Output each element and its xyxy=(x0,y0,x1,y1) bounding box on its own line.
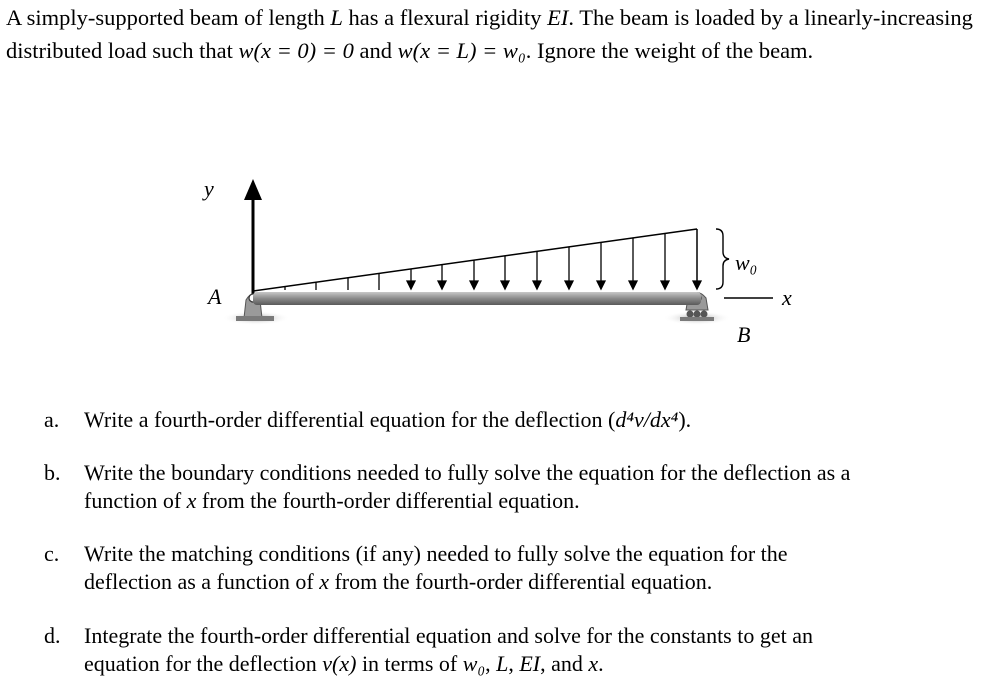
question-c-line-2a: deflection as a function of xyxy=(84,569,320,594)
point-A-label: A xyxy=(208,284,222,309)
question-d-label: d. xyxy=(44,623,61,648)
var-EI: EI xyxy=(547,5,569,30)
fourth-derivative: d⁴v/dx⁴ xyxy=(615,407,679,432)
question-c-label: c. xyxy=(44,541,60,566)
question-b-label: b. xyxy=(44,460,61,485)
beam xyxy=(253,292,701,305)
question-b-line-2a: function of xyxy=(84,488,187,513)
separator: , xyxy=(485,651,497,676)
intro-text-4: and xyxy=(353,37,398,63)
question-d-line-2a: equation for the deflection xyxy=(84,651,323,676)
question-b-line-2b: from the fourth-order differential equation. xyxy=(196,488,580,513)
question-d-end: . xyxy=(598,651,604,676)
var-v-of-x: v(x) xyxy=(322,651,357,676)
intro-text-5: . Ignore the weight of the beam. xyxy=(525,37,814,63)
question-a-text: Write a fourth-order differential equation for the deflection ( xyxy=(84,407,616,432)
load-condition-start: w(x = 0) = 0 xyxy=(238,37,354,63)
question-a-end: ). xyxy=(678,407,692,432)
load-condition-end: w(x = L) = w₀ xyxy=(397,37,526,63)
question-d-line-1: Integrate the fourth-order differential equation and solve for the constants to get an xyxy=(84,623,813,648)
var-x: x xyxy=(588,651,599,676)
y-axis-label: y xyxy=(204,176,214,201)
x-axis-label: x xyxy=(782,285,792,310)
var-x: x xyxy=(319,569,329,594)
intro-text-3: . The beam is loaded by a linearly-increasing distributed load such that xyxy=(6,5,973,63)
load-arrows xyxy=(285,233,701,290)
var-x: x xyxy=(186,488,197,513)
question-b-line-1: Write the boundary conditions needed to fully solve the equation for the deflection as a xyxy=(84,460,851,485)
question-a-label: a. xyxy=(44,407,60,432)
point-B-label: B xyxy=(737,322,751,347)
intro-text-2: has a flexural rigidity xyxy=(342,5,548,30)
question-d-line-2b: in terms of xyxy=(356,651,463,676)
var-L: L xyxy=(496,651,509,676)
question-c-line-2b: from the fourth-order differential equation. xyxy=(328,569,713,594)
var-w0: w₀ xyxy=(462,651,486,676)
w0-label: w₀ xyxy=(735,250,758,275)
question-d-line-2c: , and xyxy=(540,651,589,676)
question-c-line-1: Write the matching conditions (if any) needed to fully solve the equation for the xyxy=(84,541,788,566)
intro-text-1: A simply-supported beam of length xyxy=(6,5,331,30)
y-axis xyxy=(244,179,262,300)
var-EI: EI xyxy=(519,651,541,676)
w0-brace xyxy=(716,229,729,289)
separator: , xyxy=(508,651,520,676)
var-L: L xyxy=(330,5,343,30)
